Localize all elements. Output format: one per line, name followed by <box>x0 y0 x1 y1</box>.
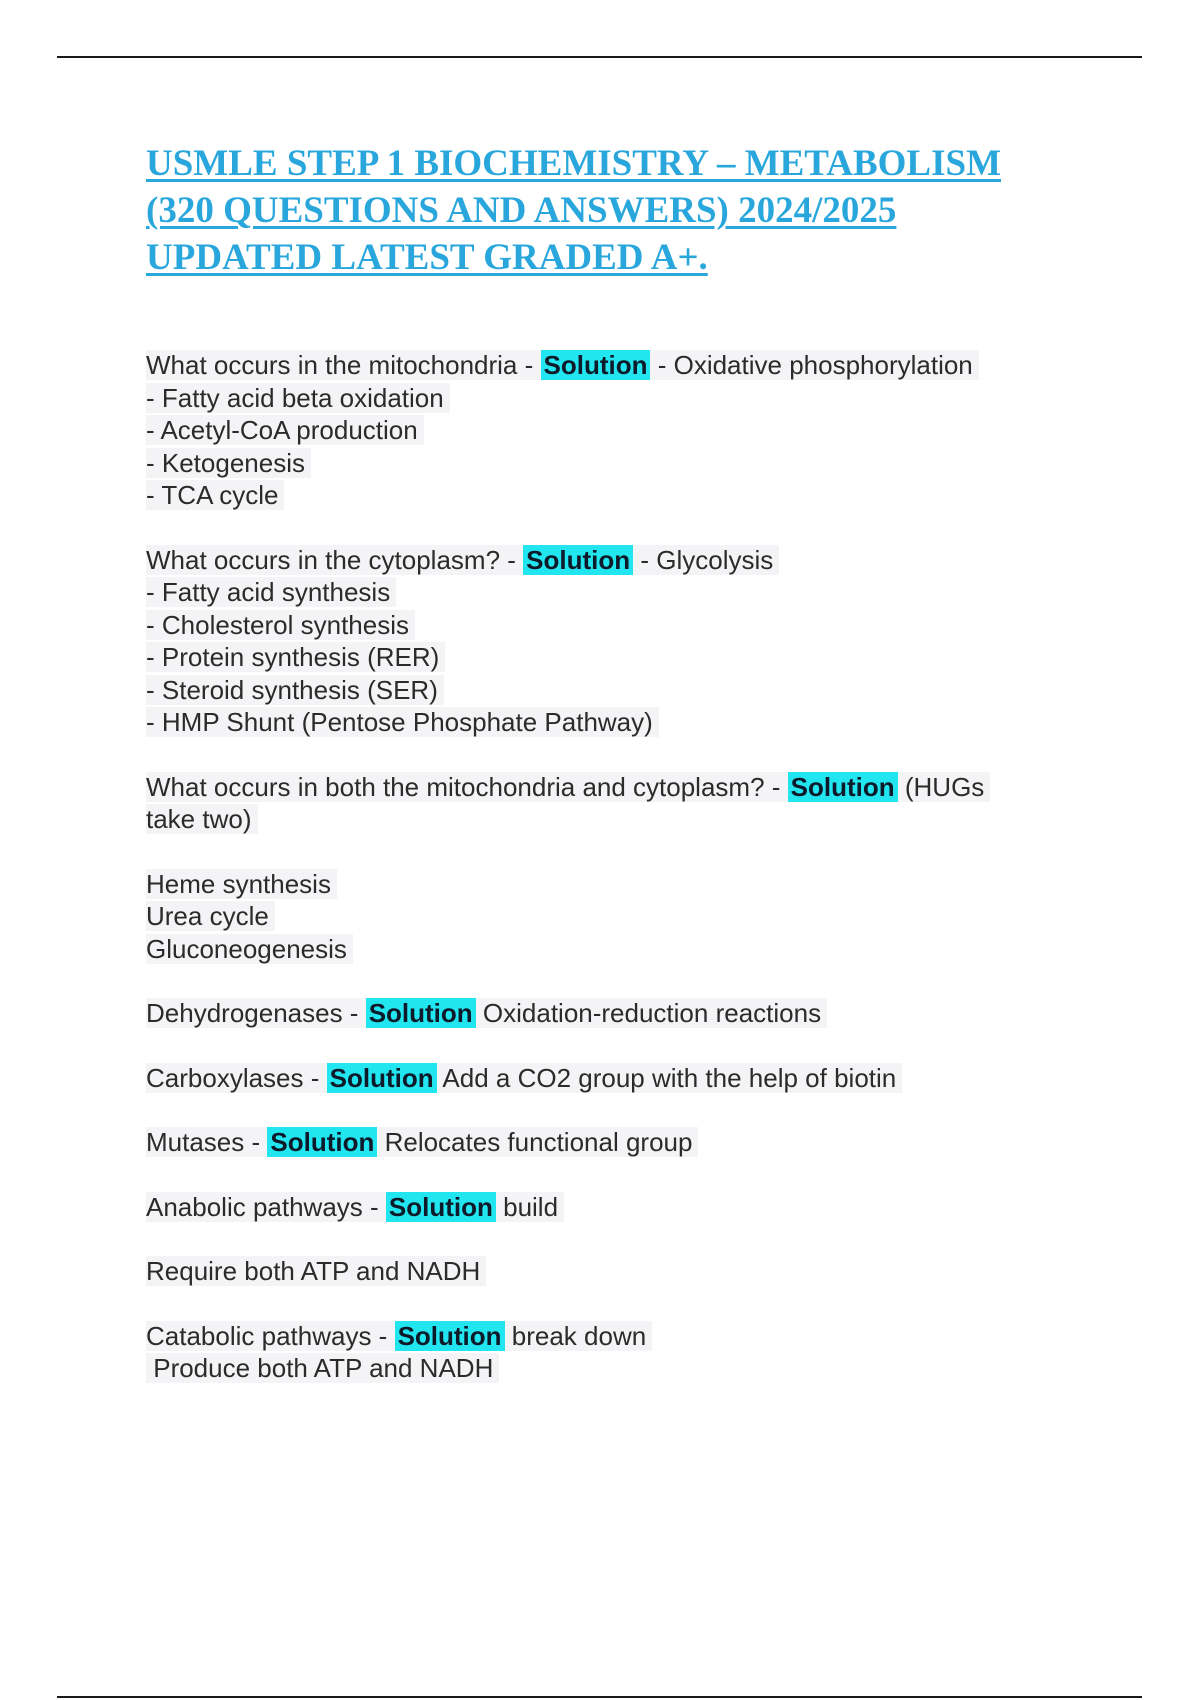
solution-highlight: Solution <box>788 772 898 802</box>
list-item: - HMP Shunt (Pentose Phosphate Pathway) <box>146 706 1096 739</box>
list-item: Urea cycle <box>146 900 1096 933</box>
qa-carboxylases <box>146 1062 1096 1095</box>
question-text: Carboxylases - <box>146 1062 327 1093</box>
question-text: Anabolic pathways - <box>146 1191 386 1222</box>
question-text: Catabolic pathways - <box>146 1320 395 1351</box>
list-item: Heme synthesis <box>146 868 1096 901</box>
solution-highlight: Solution <box>395 1321 505 1351</box>
solution-highlight: Solution <box>523 545 633 575</box>
title-line-1: USMLE STEP 1 BIOCHEMISTRY – METABOLISM <box>146 143 1001 184</box>
list-item: - Fatty acid synthesis <box>146 576 1096 609</box>
document-title <box>146 140 1086 281</box>
qa-both-compartments <box>146 771 1096 804</box>
list-item: - Ketogenesis <box>146 447 1096 480</box>
list-item: - TCA cycle <box>146 479 1096 512</box>
list-item: - Protein synthesis (RER) <box>146 641 1096 674</box>
question-text: What occurs in the mitochondria - <box>146 350 541 380</box>
solution-highlight: Solution <box>541 350 651 380</box>
header-rule <box>57 56 1142 58</box>
answer-text: Add a CO2 group with the help of biotin <box>436 1062 897 1093</box>
title-line-3: UPDATED LATEST GRADED A+. <box>146 237 708 278</box>
list-item: - Steroid synthesis (SER) <box>146 674 1096 707</box>
answer-text: break down <box>504 1320 647 1351</box>
question-text: What occurs in the cytoplasm? - <box>146 544 524 575</box>
answer-text: build <box>495 1191 559 1222</box>
list-item: - Acetyl-CoA production <box>146 414 1096 447</box>
solution-highlight: Solution <box>327 1063 437 1093</box>
solution-highlight: Solution <box>267 1127 377 1157</box>
qa-mitochondria <box>146 349 1096 382</box>
list-item: - Fatty acid beta oxidation <box>146 382 1096 415</box>
answer-text: - Glycolysis <box>633 544 774 575</box>
qa-anabolic-pathways <box>146 1191 1096 1224</box>
answer-note: Require both ATP and NADH <box>146 1255 1096 1288</box>
question-text: Dehydrogenases - <box>146 998 366 1028</box>
answer-text: Oxidation-reduction reactions <box>475 998 822 1028</box>
question-text: Mutases - <box>146 1127 268 1157</box>
question-text: What occurs in both the mitochondria and cytoplasm? - <box>146 771 788 802</box>
answer-text: Relocates functional group <box>377 1127 693 1157</box>
answer-continuation: take two) <box>146 803 1096 836</box>
list-item: - Cholesterol synthesis <box>146 609 1096 642</box>
qa-mutases <box>146 1126 1096 1159</box>
qa-cytoplasm <box>146 544 1096 577</box>
qa-dehydrogenases <box>146 997 1096 1030</box>
qa-catabolic-pathways <box>146 1320 1096 1353</box>
answer-text: (HUGs <box>897 771 985 802</box>
footer-rule <box>57 1696 1142 1698</box>
answer-text: - Oxidative phosphorylation <box>650 350 973 380</box>
title-line-2: (320 QUESTIONS AND ANSWERS) 2024/2025 <box>146 190 897 231</box>
answer-note: Produce both ATP and NADH <box>146 1352 1096 1385</box>
solution-highlight: Solution <box>366 998 476 1028</box>
solution-highlight: Solution <box>386 1192 496 1222</box>
list-item: Gluconeogenesis <box>146 933 1096 966</box>
document-body <box>146 349 1096 1385</box>
